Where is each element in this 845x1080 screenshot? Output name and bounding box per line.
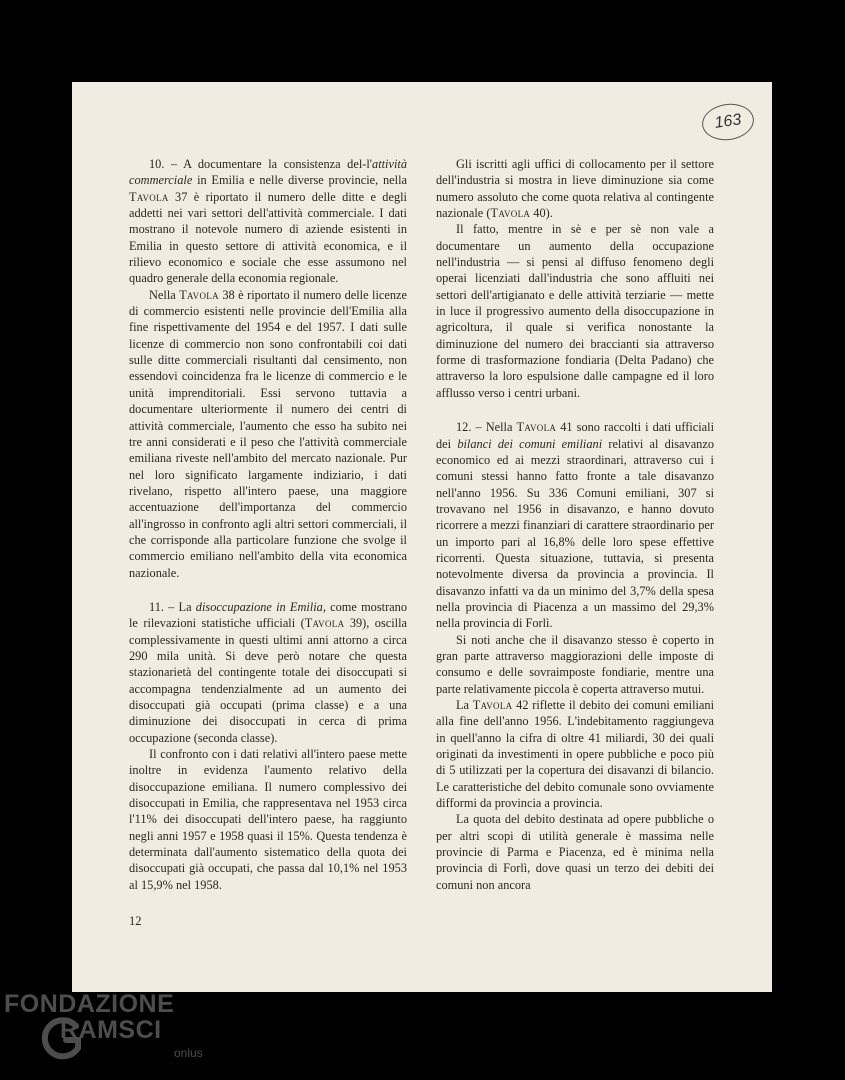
watermark-suffix: onlus <box>174 1046 203 1060</box>
table-reference: Tavola <box>516 420 557 435</box>
archive-page-stamp: 163 <box>700 101 757 144</box>
paragraph-tavola-38: Nella Tavola 38 è riportato il numero delle licenze di commercio esistenti nelle provincie dell'Emilia alla fine rispettivamente del 1954 e del 1957. I dati sulle licenze di commercio non sono confrontabili coi dati sulle ditte commerciali risultanti dal censimento, non essendovi coincidenza fra le licenze di commercio e le unità imprenditoriali. Essi servono tuttavia a documentare ulteriormente il numero dei centri di attività commerciale, l'aumento che esso ha subito nei tre anni considerati e il peso che l'attività commerciale emiliana riveste nell'ambito del mercato nazionale. Pur nel loro significato largamente indiziario, i dati rivelano, rispetto all'intero paese, una maggiore accentuazione dell'importanza del commercio all'ingrosso in confronto agli altri settori commerciali, il che corrisponde alla particolare funzione che svolge il commercio emiliano nell'ambito della vita economica nazionale. <box>129 287 407 580</box>
watermark-line-2: RAMSCI <box>60 1016 162 1044</box>
page-number: 12 <box>129 914 142 928</box>
paragraph-quota: La quota del debito destinata ad opere pubbliche o per altri scopi di utilità generale è massima nelle provincie di Parma e Piacenza, ed è minima nella provincia di Forlì, dove quasi un terzo dei debiti dei comuni non ancora <box>436 812 714 892</box>
table-reference: Tavola <box>129 189 169 204</box>
watermark-line-1: FONDAZIONE <box>4 990 175 1018</box>
table-reference: Tavola <box>472 698 513 712</box>
paragraph-section-12: 12. – Nella Tavola 41 sono raccolti i dati ufficiali dei bilanci dei comuni emiliani relativi al disavanzo economico ed ai mezzi straordinari, attraverso cui i comuni stessi hanno fatto fronte a tale disavanzo nell'anno 1956. Su 336 Comuni emiliani, 307 si trovavano nel 1956 in disavanzo, e hanno dovuto ricorrere a mezzi finanziari di carattere straordinario per un importo pari al 16,8% delle loro spese effettive ricorrenti. Questa situazione, tuttavia, si presenta notevolmente diversa da provincia a provincia. Il disavanzo infatti va da un minimo del 3,7% della spesa nella provincia di Piacenza a un massimo del 29,3% nella provincia di Forlì. <box>436 420 715 631</box>
left-column <box>129 156 407 893</box>
table-reference: Tavola <box>179 287 219 302</box>
right-column <box>436 156 714 893</box>
table-reference: Tavola <box>490 206 531 221</box>
paragraph-section-10: 10. – A documentare la consistenza del-l'attività commerciale in Emilia e nelle diverse provincie, nella Tavola 37 è riportato il numero delle ditte e degli addetti nei vari settori dell'attività commerciale. I dati mostrano il notevole numero di aziende esistenti in Emilia in questo settore di attività economica, e il rilievo economico e sociale che esse assumono nel quadro generale della economia regionale. <box>129 157 407 286</box>
scanned-page <box>72 82 772 992</box>
paragraph-tavola-42: La Tavola 42 riflette il debito dei comuni emiliani alla fine dell'anno 1956. L'indebitamento raggiungeva in quell'anno la cifra di oltre 41 miliardi, 30 dei quali originati da investimenti in opere pubbliche e poco più di 5 utilizzati per la copertura dei disavanzi di bilancio. Le caratteristiche del debito comunale sono ovviamente difformi da provincia a provincia. <box>436 698 715 811</box>
paragraph-confronto: Il confronto con i dati relativi all'intero paese mette inoltre in evidenza l'aumento relativo della disoccupazione emiliana. Il numero complessivo dei disoccupati in Emilia, che rappresentava nel 1953 circa l'11% dei disoccupati dell'intero paese, ha raggiunto negli anni 1957 e 1958 quasi il 15%. Questa tendenza è determinata dall'aumento sistematico della quota dei disoccupati già occupati, che passa dal 10,1% nel 1953 al 15,9% nel 1958. <box>129 747 407 892</box>
paragraph-fatto: Il fatto, mentre in sè e per sè non vale a documentare un aumento della occupazione nell'industria — si pensi al diffuso fenomeno degli operai licenziati dall'industria che sono affluiti nei settori dell'artigianato e delle attività terziarie — mette in luce il progressivo aumento della disoccupazione in agricoltura, il quale si verifica nonostante la diminuzione del numero dei braccianti sia attraverso forme di trasformazione fondiaria (Delta Padano) che attraverso la loro espulsione dalle campagne ed il loro afflusso verso i centri urbani. <box>436 222 714 400</box>
paragraph-iscritti: Gli iscritti agli uffici di collocamento per il settore dell'industria si mostra in lieve diminuzione sia come numero assoluto che come quota relativa al contingente nazionale (Tavola 40). <box>436 157 714 221</box>
table-reference: Tavola <box>304 616 345 631</box>
paragraph-disavanzo: Si noti anche che il disavanzo stesso è coperto in gran parte attraverso maggiorazioni delle imposte di consumo e delle sovraimposte fondiarie, mentre una parte relativamente piccola è coperta attraverso mutui. <box>436 632 714 696</box>
paragraph-section-11: 11. – La disoccupazione in Emilia, come mostrano le rilevazioni statistiche ufficiali (Tavola 39), oscilla complessivamente in questi ultimi anni attorno a circa 290 mila unità. Si deve però notare che questa stazionarietà del contingente totale dei disoccupati si accompagna tendenzialmente ad un aumento dei disoccupati già occupati (prima classe) e a una diminuzione dei disoccupati in cerca di prima occupazione (seconda classe). <box>129 599 408 745</box>
fondazione-gramsci-watermark <box>4 990 214 1076</box>
